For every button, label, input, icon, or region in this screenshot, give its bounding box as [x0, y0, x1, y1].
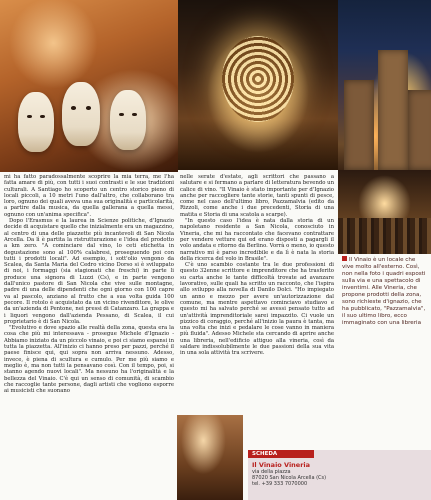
- article-column-2: [180, 174, 334, 414]
- photo-lamp: [178, 0, 338, 170]
- paragraph: C'è uno scambio costante tra le due professioni di questo 32enne scrittore e imprenditore che ha trasferito su carta anche le tante difficoltà trovate ad avanzare lavorativo, sulle quali ha scritto un racconto, che l'ispira allo sviluppo alla novella di Danilo Dolci. "Ho impiegato un anno e mezzo per avere un'autorizzazione dal comune, ma mentre aspettavo cominciavo studiavo e questo mi ha salvato perché se avessi pensato tutto ad un'attività imprenditoriale sarei impazzito. Ci vuole un pizzico di coraggio, perché all'inizio la paura è tanta, ma una volta che inizi e pedalare le cose vanno in maniera più fluida". Adesso Michele sta cercando di aprire anche una libreria, nell'edificio attiguo alla vineria, così da saldare indissolubilmente le due passioni della sua vita in una sola attività tra scrivere.: [180, 262, 334, 357]
- photo-crowd: [338, 170, 431, 254]
- photo-portrait: [177, 415, 243, 500]
- caption-text: Il Vinaio è un locale che vive molto all'esterno. Così, non nella foto i quadri esposti sulla via e una spettacolo di inventimi. Alle Vineria, che propone prodotti della zona, sono richieste d'ignazio, che ha pubblicato, "Pazzamalvia", il suo ultimo libro, ecco immaginato con una libreria: [342, 257, 426, 326]
- paragraph: mi ha fatto paradossalmente scoprire la mia terra, me l'ha fatta amare di più, con tutti i suoi contrasti e le sue tradizioni culturali. A Santiago ho scoperto un centro storico pieno di locali piccoli, a 10 metri l'uno dall'altro, che collaborano tra loro, ognuno dei quali aveva una sua originalità e particolarità, a partire dalla musica, da quella gallerana a quella messi, ognuno con un'anima specifica".: [4, 174, 174, 218]
- building-icon: [408, 90, 431, 170]
- lamp-icon: [222, 36, 294, 122]
- building-icon: [344, 80, 374, 170]
- venue-name: Il Vinaio Vineria: [252, 461, 311, 469]
- mask-icon: [62, 82, 100, 146]
- article-column-1: [4, 174, 174, 500]
- paragraph: "In questo caso l'idea è nata dalla storia di un napoletano residente a San Nicola, conosciuto in Vineria, che mi ha raccontato che facevano contrattare per vendere vetture qui ed erano disposti a pagargli il volo andata e ritorno da Berlino. Vorrà o meno, io questo narrativo mi è parso incredibile e da lì è nata la storia della ricerca del volo in Brasile".: [180, 218, 334, 262]
- paragraph: nelle serate d'estate, agli scrittori che passano a salutare e si fermano a parlare di letteratura bevendo un calice di vino. "Il Vinaio è stato importante per d'Ignazio anche per raccogliere tante storie, tanti spunti di pesce, come nel caso dell'ultimo libro, Pazzamalvia (edito da Rizzoli, come anche i due precedenti, Storia di una matita e Storia di una scatola a scarpe).: [180, 174, 334, 218]
- crowd-icon: [338, 218, 431, 254]
- info-box-body: [248, 458, 431, 490]
- building-icon: [378, 50, 408, 170]
- photo-night-village: [338, 0, 431, 170]
- venue-address: via della piazza: [252, 469, 291, 475]
- venue-phone: tel. +39 333 7070000: [252, 481, 308, 487]
- info-box-label: SCHEDA: [248, 450, 314, 458]
- photo-caption: [342, 256, 427, 406]
- venue-city: 87020 San Nicola Arcella (Cs): [252, 475, 327, 481]
- photo-masks: [0, 0, 178, 172]
- mask-icon: [110, 90, 146, 150]
- paragraph: Dopo l'Erasmus e la laurea in Scienze politiche, d'Ignazio decide di acquistare quello che inizialmente era un magazzino, al centro di una delle piazzette più incantevoli di San Nicola Arcella. Da lì è partita la ristrutturazione e l'idea del prodotto a km zero. "A cominciare dal vino, lo ceti etichetta in degustazione sono al 100% calabresi, proseguendo poi con tutti i prodotti locali". Ad esempio, i sott'olio vengono da Scalea, da Santa Maria del Cedro vicino Dorso si è sviluppato di noi, i formaggi (sia stagionati che freschi) in parte li produce una signora di Luzzi (Cs), e in parte vengono dall'unico pastore di San Nicola che vive sulle montagne, padre di una delle dipendenti che ogni giorno con 100 capre va al pascolo, anziano al frutto che a sua volta guida 100 pecore. Il rotolo è acquistato da un vicino rivenditore, le olive da un'azienda di Pentone, nei pressi di Catanzaro. La grappa e i liquori vengono dall'azienda Pessano, di Scalea, il cui proprietario è di San Nicola.: [4, 218, 174, 325]
- info-box: [248, 450, 431, 500]
- paragraph: "Evolutivo e dove spazio alle realtà della zona, questa era la cosa che più mi interessava - prosegue Michele d'Ignazio - Abbiamo iniziato da un piccolo vinaio, e poi ci siamo espansi in tutta la piazzetta. All'inizio ci hanno preso per pazzi, perché il paese finisce qui, qui sopra non arriva nessuno. Adesso, invece, è piena di scultura e cumulo. Per me più siamo e meglio è, ma non tutti la pensavano così. Con il tempo, poi, si stanno agendo nuovi locali". Ma nessuno ha l'originalità e la bellezza del Vinaio. C'è qui un senso di comunità, di scambio che raccoglie tante persone, dagli artisti che vogliono esporre ai musicisti che suonano: [4, 325, 174, 395]
- mask-icon: [18, 92, 54, 152]
- caption-bullet-icon: [342, 256, 347, 261]
